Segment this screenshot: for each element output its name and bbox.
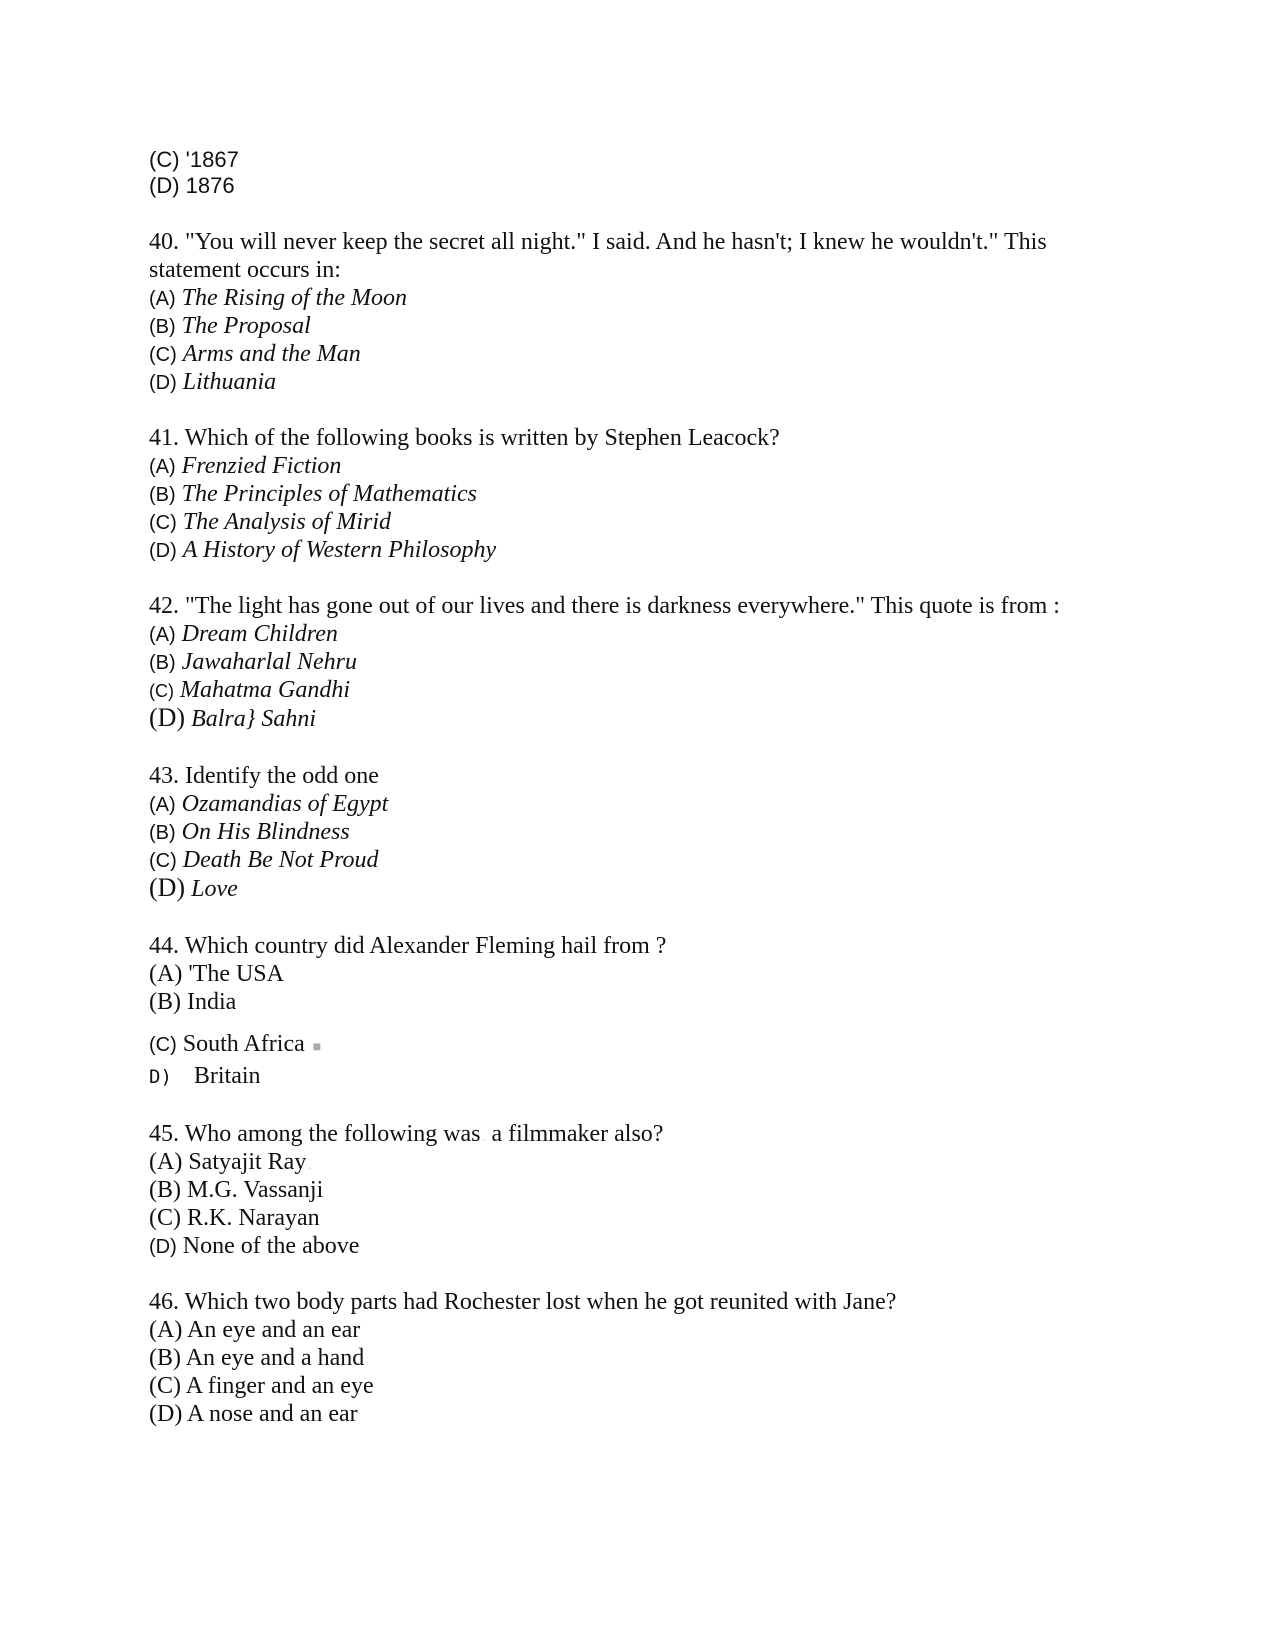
q42-option-a [149, 620, 338, 649]
option-label: (D) [149, 1236, 177, 1258]
option-label: (B) [149, 316, 176, 338]
option-label: (B) [149, 652, 176, 674]
q44-option-d [149, 1062, 261, 1091]
option-label: (B) [149, 822, 176, 844]
option-text: A nose and an ear [187, 1401, 358, 1427]
option-label: (A) [149, 1149, 183, 1175]
option-label: (A) [149, 794, 176, 816]
option-label: (C) [149, 512, 177, 534]
option-text: 'The USA [188, 961, 284, 987]
option-text: M.G. Vassanji [187, 1177, 324, 1203]
option-text: 1876 [185, 173, 235, 198]
option-label: (D) [149, 1401, 183, 1427]
option-text: The Proposal [181, 313, 311, 339]
question-part1: 45. Who among the following was [149, 1121, 481, 1147]
option-text: Balra} Sahni [191, 706, 317, 732]
q43-option-d [149, 874, 238, 903]
scan-speck: . [308, 1158, 312, 1172]
option-text: Frenzied Fiction [181, 453, 342, 479]
option-text: R.K. Narayan [187, 1205, 320, 1231]
option-text: Satyajit Ray [188, 1149, 307, 1175]
q45-option-a [149, 1148, 311, 1179]
scan-speck: ■ [312, 1038, 322, 1054]
option-text: Arms and the Man [182, 341, 361, 367]
option-label: (C) [149, 850, 177, 872]
q44-option-c [149, 1030, 321, 1060]
option-label: (C) [149, 1034, 177, 1056]
option-text: An eye and an ear [187, 1317, 361, 1343]
q46-option-a [149, 1316, 360, 1344]
option-label: (D) [149, 873, 186, 902]
option-label: (C) [149, 1205, 181, 1231]
q42-option-d [149, 704, 316, 733]
option-label: (C) [149, 681, 174, 701]
q44-option-b [149, 988, 236, 1016]
q41-option-d [149, 536, 496, 565]
q45-option-b [149, 1176, 323, 1204]
option-d-prev [149, 172, 235, 200]
option-text: India [187, 989, 237, 1015]
option-text: The Analysis of Mirid [182, 509, 391, 535]
q46-option-b [149, 1344, 364, 1372]
option-text: An eye and a hand [185, 1345, 365, 1371]
q41-option-c [149, 508, 391, 537]
option-text: The Rising of the Moon [181, 285, 407, 311]
question-44: 44. Which country did Alexander Fleming hail from ? [149, 933, 667, 959]
option-label: (B) [149, 989, 181, 1015]
option-label: (A) [149, 624, 176, 646]
option-c-prev [149, 146, 239, 174]
option-text: Mahatma Gandhi [180, 677, 350, 703]
option-label: (C) [149, 344, 177, 366]
option-label: (B) [149, 484, 176, 506]
q42-option-b [149, 648, 357, 677]
q45-option-c [149, 1204, 320, 1232]
option-label: (D) [149, 173, 180, 198]
option-text: '1867 [185, 147, 239, 172]
option-label: (B) [149, 1177, 181, 1203]
question-40-line2: statement occurs in: [149, 257, 341, 283]
q42-option-c [149, 676, 350, 705]
question-43: 43. Identify the odd one [149, 763, 379, 789]
q41-option-a [149, 452, 341, 481]
q41-option-b [149, 480, 477, 509]
option-label: (A) [149, 456, 176, 478]
option-text: Dream Children [181, 621, 338, 647]
option-text: A finger and an eye [185, 1373, 374, 1399]
option-label: (A) [149, 1317, 183, 1343]
option-text: On His Blindness [181, 819, 350, 845]
option-text: Ozamandias of Egypt [181, 791, 389, 817]
q46-option-c [149, 1372, 374, 1400]
option-label: (A) [149, 961, 183, 987]
option-label: (D) [149, 703, 186, 732]
option-text: The Principles of Mathematics [181, 481, 477, 507]
option-label: (C) [149, 1373, 181, 1399]
q40-option-a [149, 284, 407, 313]
q43-option-c [149, 846, 379, 875]
option-label: (D) [149, 372, 177, 394]
option-text: South Africa [182, 1031, 305, 1057]
question-46: 46. Which two body parts had Rochester lost when he got reunited with Jane? [149, 1289, 897, 1315]
question-41: 41. Which of the following books is written by Stephen Leacock? [149, 425, 780, 451]
question-45 [149, 1120, 663, 1151]
option-text: None of the above [182, 1233, 360, 1259]
option-text: Death Be Not Proud [182, 847, 379, 873]
question-42: 42. "The light has gone out of our lives and there is darkness everywhere." This quote is from : [149, 593, 1060, 619]
q40-option-c [149, 340, 361, 369]
q40-option-b [149, 312, 311, 341]
q46-option-d [149, 1400, 358, 1428]
option-text: Britain [193, 1063, 261, 1089]
option-text: Jawaharlal Nehru [181, 649, 358, 675]
question-part2: a filmmaker also? [491, 1121, 664, 1147]
q40-option-d [149, 368, 276, 397]
q44-option-a [149, 960, 284, 988]
option-text: Love [191, 876, 238, 902]
option-label: D) [149, 1066, 172, 1088]
option-label: (A) [149, 288, 176, 310]
q43-option-b [149, 818, 350, 847]
option-text: A History of Western Philosophy [182, 537, 497, 563]
scan-speck: . [482, 1130, 486, 1144]
q43-option-a [149, 790, 388, 819]
option-label: (D) [149, 540, 177, 562]
option-label: (B) [149, 1345, 181, 1371]
q45-option-d [149, 1232, 359, 1261]
option-label: (C) [149, 147, 180, 172]
question-40-line1: 40. "You will never keep the secret all night." I said. And he hasn't; I knew he wouldn't." This [149, 229, 1047, 255]
option-text: Lithuania [182, 369, 277, 395]
